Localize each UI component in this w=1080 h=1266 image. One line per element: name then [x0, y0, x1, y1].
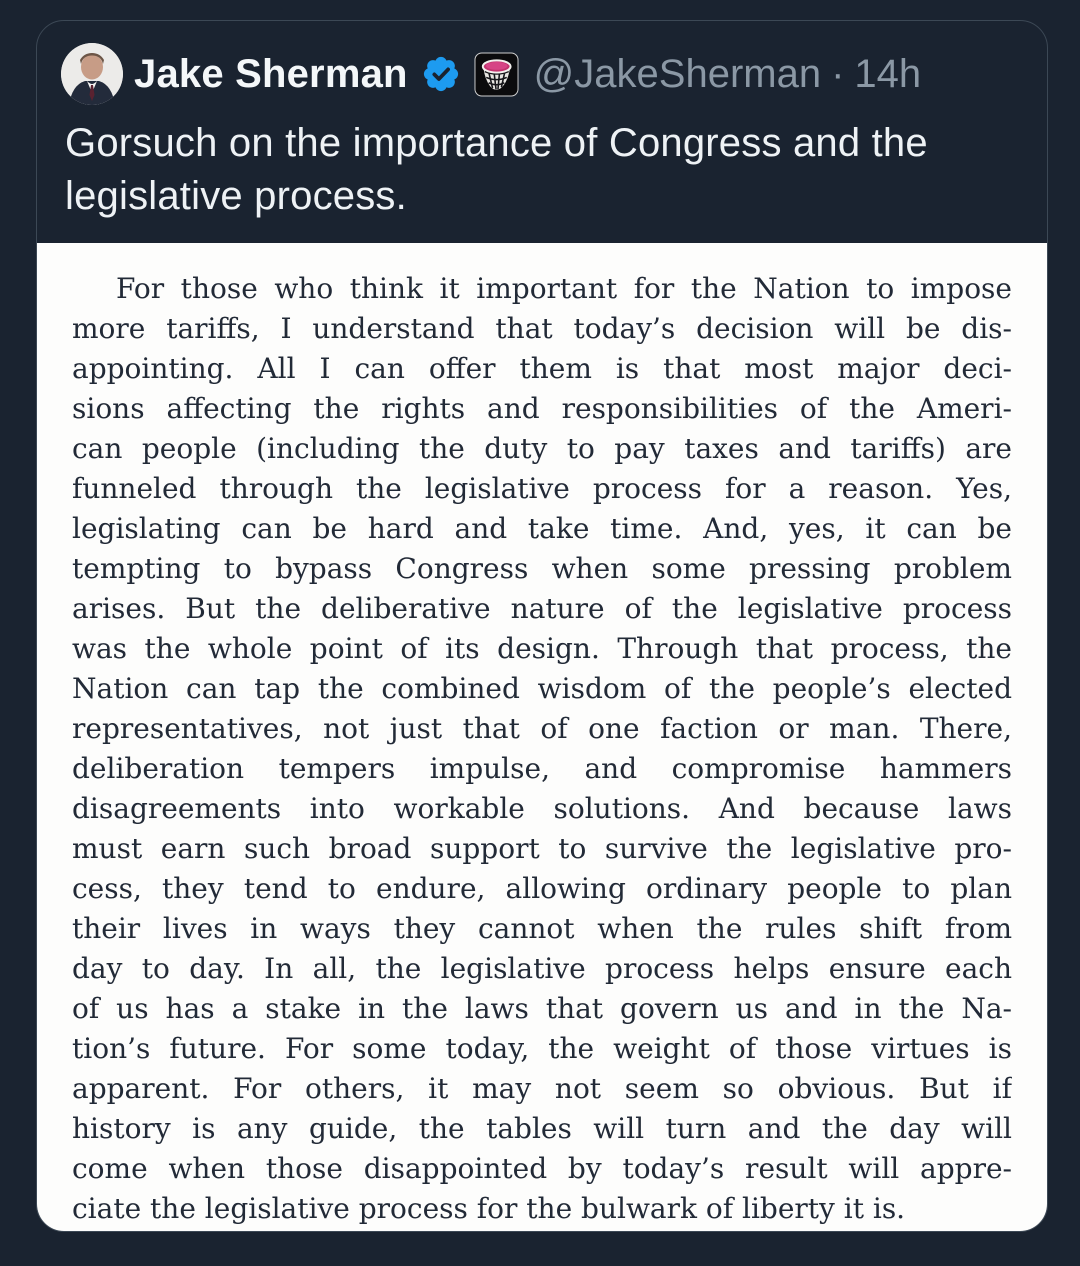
document-line: of us has a stake in the laws that govern us and in the Na- — [72, 992, 1012, 1025]
tweet-header — [37, 21, 1047, 105]
quoted-tweet-card[interactable] — [36, 20, 1048, 1232]
document-line: come when those disappointed by today’s result will appre- — [72, 1152, 1012, 1185]
avatar[interactable] — [61, 43, 123, 105]
document-line: funneled through the legislative process for a reason. Yes, — [72, 472, 1012, 505]
author-name[interactable]: Jake Sherman — [134, 51, 408, 96]
document-line: cess, they tend to endure, allowing ordinary people to plan — [72, 872, 1012, 905]
document-line: disagreements into workable solutions. And because laws — [72, 792, 1012, 825]
document-line: arises. But the deliberative nature of the legislative process — [72, 592, 1012, 625]
verified-badge-icon — [421, 54, 461, 94]
document-line: ciate the legislative process for the bulwark of liberty it is. — [72, 1192, 906, 1225]
document-line: day to day. In all, the legislative process helps ensure each — [72, 952, 1012, 985]
document-line: sions affecting the rights and responsibilities of the Ameri- — [72, 392, 1012, 425]
separator-dot: · — [831, 51, 845, 96]
document-line: legislating can be hard and take time. And, yes, it can be — [72, 512, 1012, 545]
handle-group — [534, 52, 921, 97]
tweet-timestamp[interactable]: 14h — [854, 51, 922, 96]
document-line: more tariffs, I understand that today’s decision will be dis- — [72, 312, 1012, 345]
tweet-text[interactable]: Gorsuch on the importance of Congress and the legislative process. — [65, 121, 928, 218]
document-line: must earn such broad support to survive the legislative pro- — [72, 832, 1012, 865]
attached-document-image[interactable] — [37, 243, 1047, 1232]
document-text-block — [72, 269, 1012, 1229]
document-line: history is any guide, the tables will turn and the day will — [72, 1112, 1012, 1145]
document-line: was the whole point of its design. Through that process, the — [72, 632, 1012, 665]
avatar-image — [61, 43, 123, 105]
document-line: apparent. For others, it may not seem so obvious. But if — [72, 1072, 1012, 1105]
document-line: their lives in ways they cannot when the rules shift from — [72, 912, 1012, 945]
document-line: representatives, not just that of one faction or man. There, — [72, 712, 1012, 745]
document-line: tempting to bypass Congress when some pressing problem — [72, 552, 1012, 585]
document-line: can people (including the duty to pay taxes and tariffs) are — [72, 432, 1012, 465]
author-handle[interactable]: @JakeSherman — [533, 51, 822, 96]
punchbowl-emoji-icon — [474, 52, 519, 97]
document-line: tion’s future. For some today, the weight of those virtues is — [72, 1032, 1012, 1065]
document-line: For those who think it important for the Nation to impose — [116, 272, 1012, 305]
document-line: deliberation tempers impulse, and compromise hammers — [72, 752, 1012, 785]
document-line: Nation can tap the combined wisdom of the people’s elected — [72, 672, 1012, 705]
document-line: appointing. All I can offer them is that most major deci- — [72, 352, 1012, 385]
